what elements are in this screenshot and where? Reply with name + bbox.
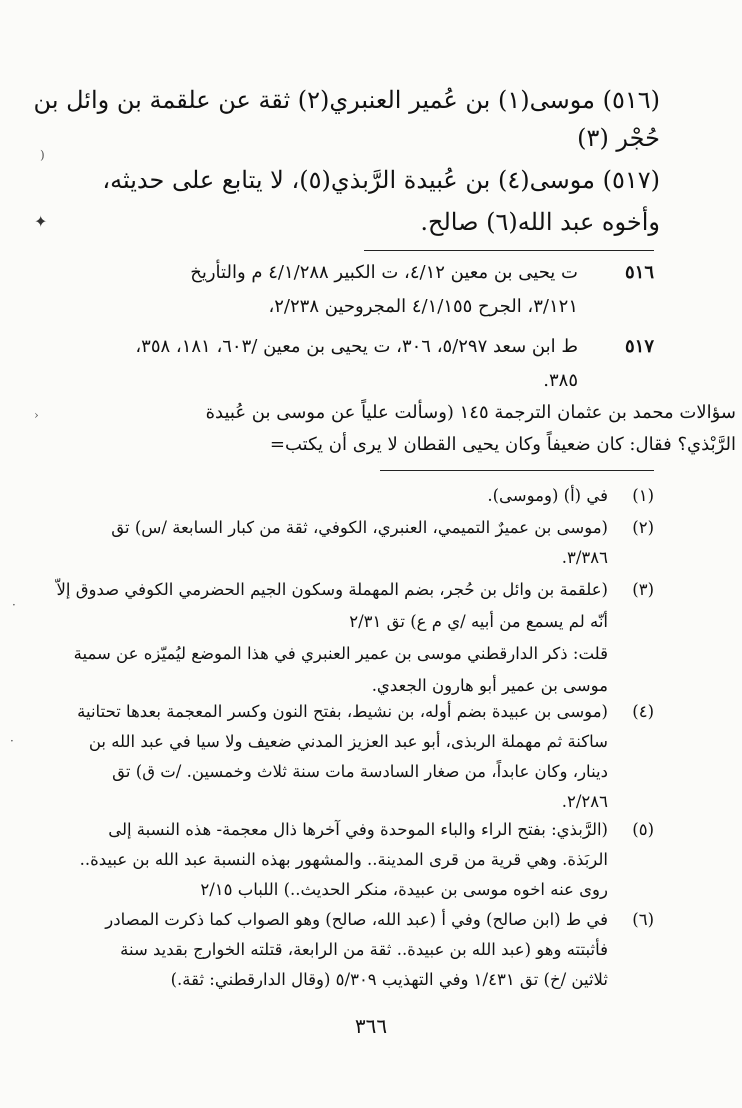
footnote-number: (٣) (632, 580, 654, 599)
commentary-text: ٣٨٥. (543, 370, 578, 391)
commentary-number: ٥١٧ (624, 336, 654, 357)
page-number: ٣٦٦ (354, 1014, 388, 1038)
entry-516-line-2: حُجْر (٣) (577, 124, 660, 152)
entry-517-line-2: وأخوه عبد الله(٦) صالح. (420, 208, 660, 236)
commentary-text: سؤالات محمد بن عثمان الترجمة ١٤٥ (وسألت علياً عن موسى بن عُبيدة (205, 402, 736, 423)
commentary-text: ت يحيى بن معين ٤/١٢، ت الكبير ٤/١/٢٨٨ م والتأريخ (190, 262, 578, 283)
main-divider (364, 250, 654, 251)
footnote-text: (موسى بن عميرٌ التميمي، العنبري، الكوفي، ثقة من كبار السابعة /س) تق (111, 518, 608, 537)
scan-mark-decoration: ✦ (34, 212, 48, 231)
footnote-text: ٣/٣٨٦. (561, 548, 608, 567)
footnote-text: دينار، وكان عابداً، من صغار السادسة مات سنة ثلاث وخمسين. /ت ق) تق (112, 762, 608, 781)
footnote-text: أنّه لم يسمع من أبيه /ي م ع) تق ٢/٣١ (349, 612, 608, 631)
footnote-number: (١) (632, 486, 654, 505)
commentary-number: ٥١٦ (624, 262, 654, 283)
scan-mark-decoration: · (12, 598, 16, 612)
footnote-text: روى عنه اخوه موسى بن عبيدة، منكر الحديث..) اللباب ٢/١٥ (200, 880, 608, 899)
footnote-text: قلت: ذكر الدارقطني موسى بن عمير العنبري في هذا الموضع ليُميّزه عن سمية (73, 644, 608, 663)
scan-mark-decoration: · (10, 734, 14, 748)
entry-516-line-1: (٥١٦) موسى(١) بن عُمير العنبري(٢) ثقة عن علقمة بن وائل بن (33, 86, 660, 114)
footnote-text: موسى بن عمير أبو هارون الجعدي. (371, 676, 608, 695)
footnote-divider (380, 470, 654, 471)
footnote-text: فأثبتته وهو (عبد الله بن عبيدة.. ثقة من الرابعة، قتلته الخوارج بقديد سنة (120, 940, 608, 959)
commentary-text: ط ابن سعد ٥/٢٩٧، ٣٠٦، ت يحيى بن معين /٦٠٣، ١٨١، ٣٥٨، (135, 336, 578, 357)
footnote-text: في (أ) (وموسى). (487, 486, 608, 505)
footnote-text: في ط (ابن صالح) وفي أ (عبد الله، صالح) وهو الصواب كما ذكرت المصادر (105, 910, 608, 929)
footnote-text: (الرَّبذي: بفتح الراء والباء الموحدة وفي آخرها ذال معجمة- هذه النسبة إلى (108, 820, 608, 839)
footnote-number: (٥) (632, 820, 654, 839)
commentary-text: ٣/١٢١، الجرح ٤/١/١٥٥ المجروحين ٢/٢٣٨، (268, 296, 578, 317)
footnote-text: (علقمة بن وائل بن حُجر، بضم المهملة وسكون الجيم الحضرمي الكوفي صدوق إلاّ (56, 580, 608, 599)
scan-mark-decoration: ) (40, 148, 45, 162)
scan-mark-decoration: › (34, 408, 39, 422)
footnote-text: الربَذة. وهي قرية من قرى المدينة.. والمشهور بهذه النسبة عبد الله بن عبيدة.. (79, 850, 608, 869)
footnote-text: ٢/٢٨٦. (561, 792, 608, 811)
footnote-number: (٤) (632, 702, 654, 721)
footnote-number: (٢) (632, 518, 654, 537)
footnote-number: (٦) (632, 910, 654, 929)
entry-517-line-1: (٥١٧) موسى(٤) بن عُبيدة الرَّبذي(٥)، لا يتابع على حديثه، (102, 166, 660, 194)
footnote-text: ثلاثين /خ) تق ١/٤٣١ وفي التهذيب ٥/٣٠٩ (وقال الدارقطني: ثقة.) (170, 970, 608, 989)
commentary-text: الرَّبْذي؟ فقال: كان ضعيفاً وكان يحيى القطان لا يرى أن يكتب= (269, 434, 736, 455)
footnote-text: (موسى بن عبيدة بضم أوله، بن نشيط، بفتح النون وكسر المعجمة بعدها تحتانية (77, 702, 608, 721)
footnote-text: ساكنة ثم مهملة الربذى، أبو عبد العزيز المدني ضعيف ولا سيا في عبد الله بن (88, 732, 608, 751)
